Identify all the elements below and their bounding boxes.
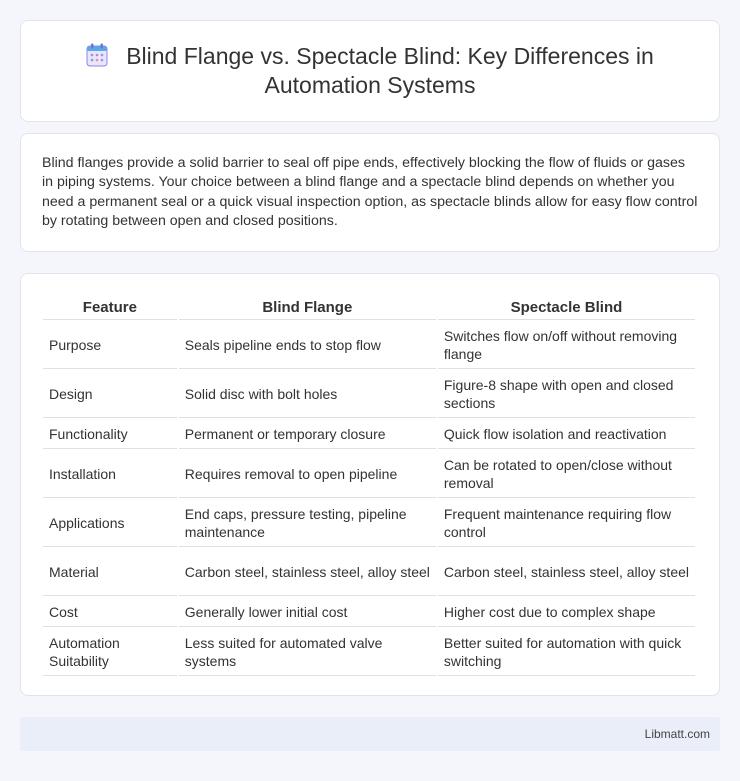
row-blind-flange: Less suited for automated valve systems [179, 629, 436, 676]
row-feature: Cost [43, 598, 177, 627]
row-feature: Material [43, 549, 177, 596]
table-row [43, 549, 695, 596]
row-feature: Design [43, 371, 177, 418]
row-spectacle-blind: Figure-8 shape with open and closed sections [438, 371, 695, 418]
row-blind-flange: Permanent or temporary closure [179, 420, 436, 449]
row-feature: Functionality [43, 420, 177, 449]
row-feature: Applications [43, 500, 177, 547]
page-title: Blind Flange vs. Spectacle Blind: Key Differences in Automation Systems [126, 43, 654, 98]
row-spectacle-blind: Can be rotated to open/close without removal [438, 451, 695, 498]
row-spectacle-blind: Frequent maintenance requiring flow control [438, 500, 695, 547]
table-row [43, 371, 695, 418]
row-blind-flange: Generally lower initial cost [179, 598, 436, 627]
footer [20, 717, 720, 751]
table-row [43, 451, 695, 498]
row-blind-flange: End caps, pressure testing, pipeline maintenance [179, 500, 436, 547]
title-card [20, 20, 720, 122]
table-row [43, 420, 695, 449]
row-spectacle-blind: Better suited for automation with quick switching [438, 629, 695, 676]
header-blind-flange: Blind Flange [179, 296, 436, 320]
row-blind-flange: Solid disc with bolt holes [179, 371, 436, 418]
row-feature: Installation [43, 451, 177, 498]
header-spectacle-blind: Spectacle Blind [438, 296, 695, 320]
row-spectacle-blind: Switches flow on/off without removing flange [438, 322, 695, 369]
table-header-row [43, 296, 695, 320]
table-row [43, 629, 695, 676]
row-blind-flange: Requires removal to open pipeline [179, 451, 436, 498]
header-feature: Feature [43, 296, 177, 320]
row-feature: Automation Suitability [43, 629, 177, 676]
table-row [43, 500, 695, 547]
row-spectacle-blind: Quick flow isolation and reactivation [438, 420, 695, 449]
calendar-icon [86, 43, 108, 67]
table-row [43, 322, 695, 369]
page-title-wrap [51, 42, 689, 100]
row-blind-flange: Seals pipeline ends to stop flow [179, 322, 436, 369]
intro-card [20, 133, 720, 252]
comparison-table-card [20, 273, 720, 696]
row-spectacle-blind: Carbon steel, stainless steel, alloy steel [438, 549, 695, 596]
row-blind-flange: Carbon steel, stainless steel, alloy steel [179, 549, 436, 596]
row-feature: Purpose [43, 322, 177, 369]
table-row [43, 598, 695, 627]
footer-brand: Libmatt.com [644, 727, 710, 741]
row-spectacle-blind: Higher cost due to complex shape [438, 598, 695, 627]
intro-paragraph: Blind flanges provide a solid barrier to seal off pipe ends, effectively blocking the flow of fluids or gases in piping systems. Your choice between a blind flange and a spectacle blind depends on whether you need a permanent seal or a quick visual inspection option, as spectacle blinds allow for easy flow control by rotating between open and closed positions. [42, 155, 698, 230]
comparison-table [41, 294, 697, 678]
